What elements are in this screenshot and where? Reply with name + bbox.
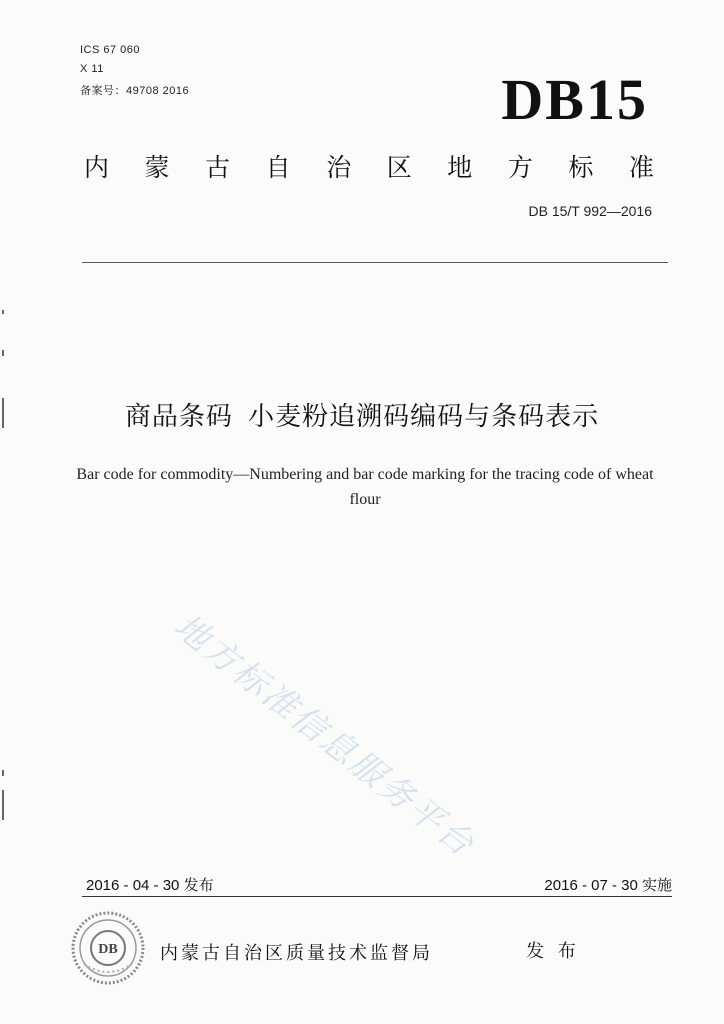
standard-number: DB 15/T 992—2016: [528, 203, 652, 219]
standard-type-char: 标: [568, 153, 594, 182]
release-label: 发 布: [526, 941, 580, 962]
ics-code: ICS 67 060: [80, 44, 141, 56]
scan-edge-mark: [2, 790, 4, 820]
issuer: 内蒙古自治区质量技术监督局: [160, 943, 433, 964]
standard-type-char: 自: [265, 153, 291, 182]
standard-type-char: 方: [507, 153, 533, 182]
issue-date: 2016 - 04 - 30 发布: [86, 877, 214, 894]
standard-type-char: 内: [84, 153, 110, 182]
watermark: 地方标准信息服务平台: [166, 606, 483, 866]
standard-type-char: 古: [205, 153, 231, 182]
header-divider: [82, 262, 668, 263]
classification-code: X 11: [80, 63, 104, 75]
title-chinese: 商品条码 小麦粉追溯码编码与条码表示: [124, 402, 600, 432]
footer-divider: [82, 896, 672, 897]
standard-type-char: 准: [628, 153, 654, 182]
implementation-date: 2016 - 07 - 30 实施: [544, 877, 672, 894]
standard-type-char: 区: [386, 153, 412, 182]
scan-edge-mark: [2, 770, 4, 776]
db-code-logo: DB15: [501, 67, 648, 132]
official-seal-icon: [70, 910, 146, 986]
scan-edge-mark: [2, 350, 4, 356]
standard-type-char: 治: [326, 153, 352, 182]
scan-edge-mark: [2, 398, 4, 428]
title-english: Bar code for commodity—Numbering and bar code marking for the tracing code of wheat flour: [76, 466, 654, 508]
scan-edge-mark: [2, 310, 4, 314]
standard-type-char: 蒙: [144, 153, 170, 182]
record-number: 备案号：49708 2016: [80, 85, 190, 97]
standard-type-char: 地: [447, 153, 473, 182]
standard-type: [84, 148, 654, 184]
seal-text: DB: [98, 942, 118, 957]
